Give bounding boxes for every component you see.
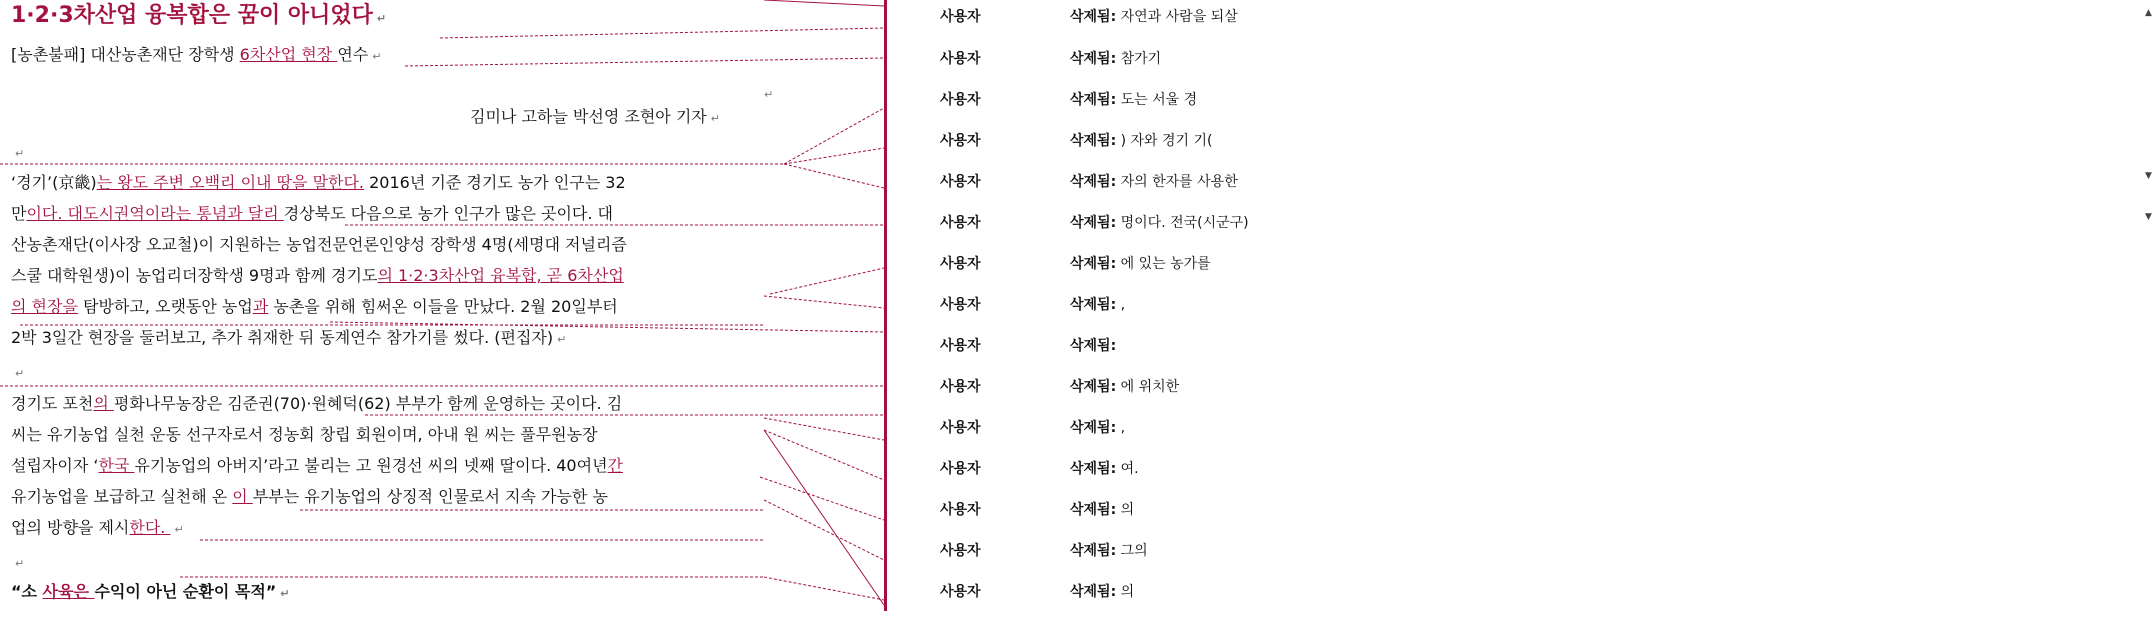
comment-author: 사용자 [940,256,981,272]
comment-author: 사용자 [940,584,981,600]
comment-balloon[interactable] [890,581,1275,621]
comment-deleted-text: 삭제됨: 여. [1070,461,1139,477]
comment-deleted-text: 삭제됨: 에 있는 농가를 [1070,256,1211,272]
comment-deleted-text: 삭제됨: , [1070,297,1126,313]
comment-deleted-text: 삭제됨: 참가기 [1070,51,1162,67]
article-title: 1·2·3차산업 융복합은 꿈이 아니었다 ↵ [11,3,387,28]
comment-deleted-text: 삭제됨: 도는 서울 경 [1070,92,1198,108]
comment-author: 사용자 [940,174,981,190]
comment-balloon[interactable] [890,376,1275,416]
comment-deleted-text: 삭제됨: 의 [1070,584,1135,600]
comment-author: 사용자 [940,502,981,518]
comment-balloon[interactable] [890,130,1275,170]
comment-balloon[interactable] [890,253,1275,293]
comment-author: 사용자 [940,92,981,108]
scroll-up-arrow-icon[interactable]: ▲ [2145,8,2152,18]
intro-line: ‘경기’(京畿)는 왕도 주변 오백리 이내 땅을 말한다. 2016년 기준 경기도 농가 인구는 32 [11,173,626,192]
body-line: 씨는 유기농업 실천 운동 선구자로서 정농회 창립 회원이며, 아내 원 씨는 풀무원농장 [11,425,598,444]
body-line: 유기농업을 보급하고 실천해 온 이 부부는 유기농업의 상징적 인물로서 지속 가능한 농 [11,487,608,506]
intro-line: 스쿨 대학원생)이 농업리더장학생 9명과 함께 경기도의 1·2·3차산업 융복합, 곧 6차산업 [11,266,624,285]
empty-paragraph: ↵ [15,557,25,570]
comment-author: 사용자 [940,215,981,231]
comment-author: 사용자 [940,133,981,149]
comment-deleted-text: 삭제됨: 명이다. 전국(시군구) [1070,215,1249,231]
intro-line: 의 현장을 탐방하고, 오랫동안 농업과 농촌을 위해 힘써온 이들을 만났다. 2월 20일부터 [11,297,618,316]
comment-deleted-text: 삭제됨: 자의 한자를 사용한 [1070,174,1238,190]
comment-author: 사용자 [940,51,981,67]
comment-balloon[interactable] [890,6,2152,46]
intro-line: 2박 3일간 현장을 둘러보고, 추가 취재한 뒤 동계연수 참가기를 썼다. (편집자) ↵ [11,328,567,347]
body-line: 설립자이자 ‘한국 유기농업의 아버지’라고 불리는 고 원경선 씨의 넷째 딸이다. 40여년간 [11,456,623,475]
comment-author: 사용자 [940,338,981,354]
intro-line: 산농촌재단(이사장 오교철)이 지원하는 농업전문언론인양성 장학생 4명(세명대 저널리즘 [11,235,627,254]
empty-paragraph: ↵ [15,367,25,380]
comment-deleted-text: 삭제됨: ) 자와 경기 기( [1070,133,1213,149]
comment-balloon[interactable] [890,294,1275,334]
empty-paragraph: ↵ [764,88,774,101]
comment-balloon[interactable] [890,212,2152,252]
comment-balloon[interactable] [890,417,1275,457]
section-heading: “소 사육은 수익이 아닌 순환이 목적” ↵ [11,582,290,601]
scroll-down-arrow-icon[interactable]: ▼ [2145,171,2152,181]
comment-balloon[interactable] [890,335,1275,375]
comment-balloon[interactable] [890,171,2152,211]
scroll-down-arrow-icon[interactable]: ▼ [2145,212,2152,222]
comment-balloon[interactable] [890,48,1275,88]
comment-author: 사용자 [940,543,981,559]
comment-author: 사용자 [940,461,981,477]
comment-author: 사용자 [940,297,981,313]
empty-paragraph: ↵ [15,147,25,160]
comment-deleted-text: 삭제됨: 에 위치한 [1070,379,1180,395]
comment-deleted-text: 삭제됨: 자연과 사람을 되살 [1070,9,1238,25]
comment-balloon[interactable] [890,89,1275,129]
revision-bar [884,0,887,611]
body-line: 업의 방향을 제시한다. ↵ [11,518,184,537]
comment-deleted-text: 삭제됨: , [1070,420,1126,436]
comment-balloon[interactable] [890,540,1275,580]
intro-line: 만이다. 대도시권역이라는 통념과 달리 경상북도 다음으로 농가 인구가 많은 곳이다. 대 [11,204,614,223]
byline: 김미나 고하늘 박선영 조현아 기자 ↵ [470,107,720,126]
comment-deleted-text: 삭제됨: 의 [1070,502,1135,518]
comment-author: 사용자 [940,379,981,395]
comment-author: 사용자 [940,9,981,25]
comment-author: 사용자 [940,420,981,436]
comment-deleted-text: 삭제됨: 그의 [1070,543,1148,559]
body-line: 경기도 포천의 평화나무농장은 김준권(70)·원혜덕(62) 부부가 함께 운영하는 곳이다. 김 [11,394,623,413]
comment-deleted-text: 삭제됨: [1070,338,1117,354]
comment-balloon[interactable] [890,458,1275,498]
article-subtitle: [농촌불패] 대산농촌재단 장학생 6차산업 현장 연수 ↵ [11,45,382,64]
comment-balloon[interactable] [890,499,1275,539]
